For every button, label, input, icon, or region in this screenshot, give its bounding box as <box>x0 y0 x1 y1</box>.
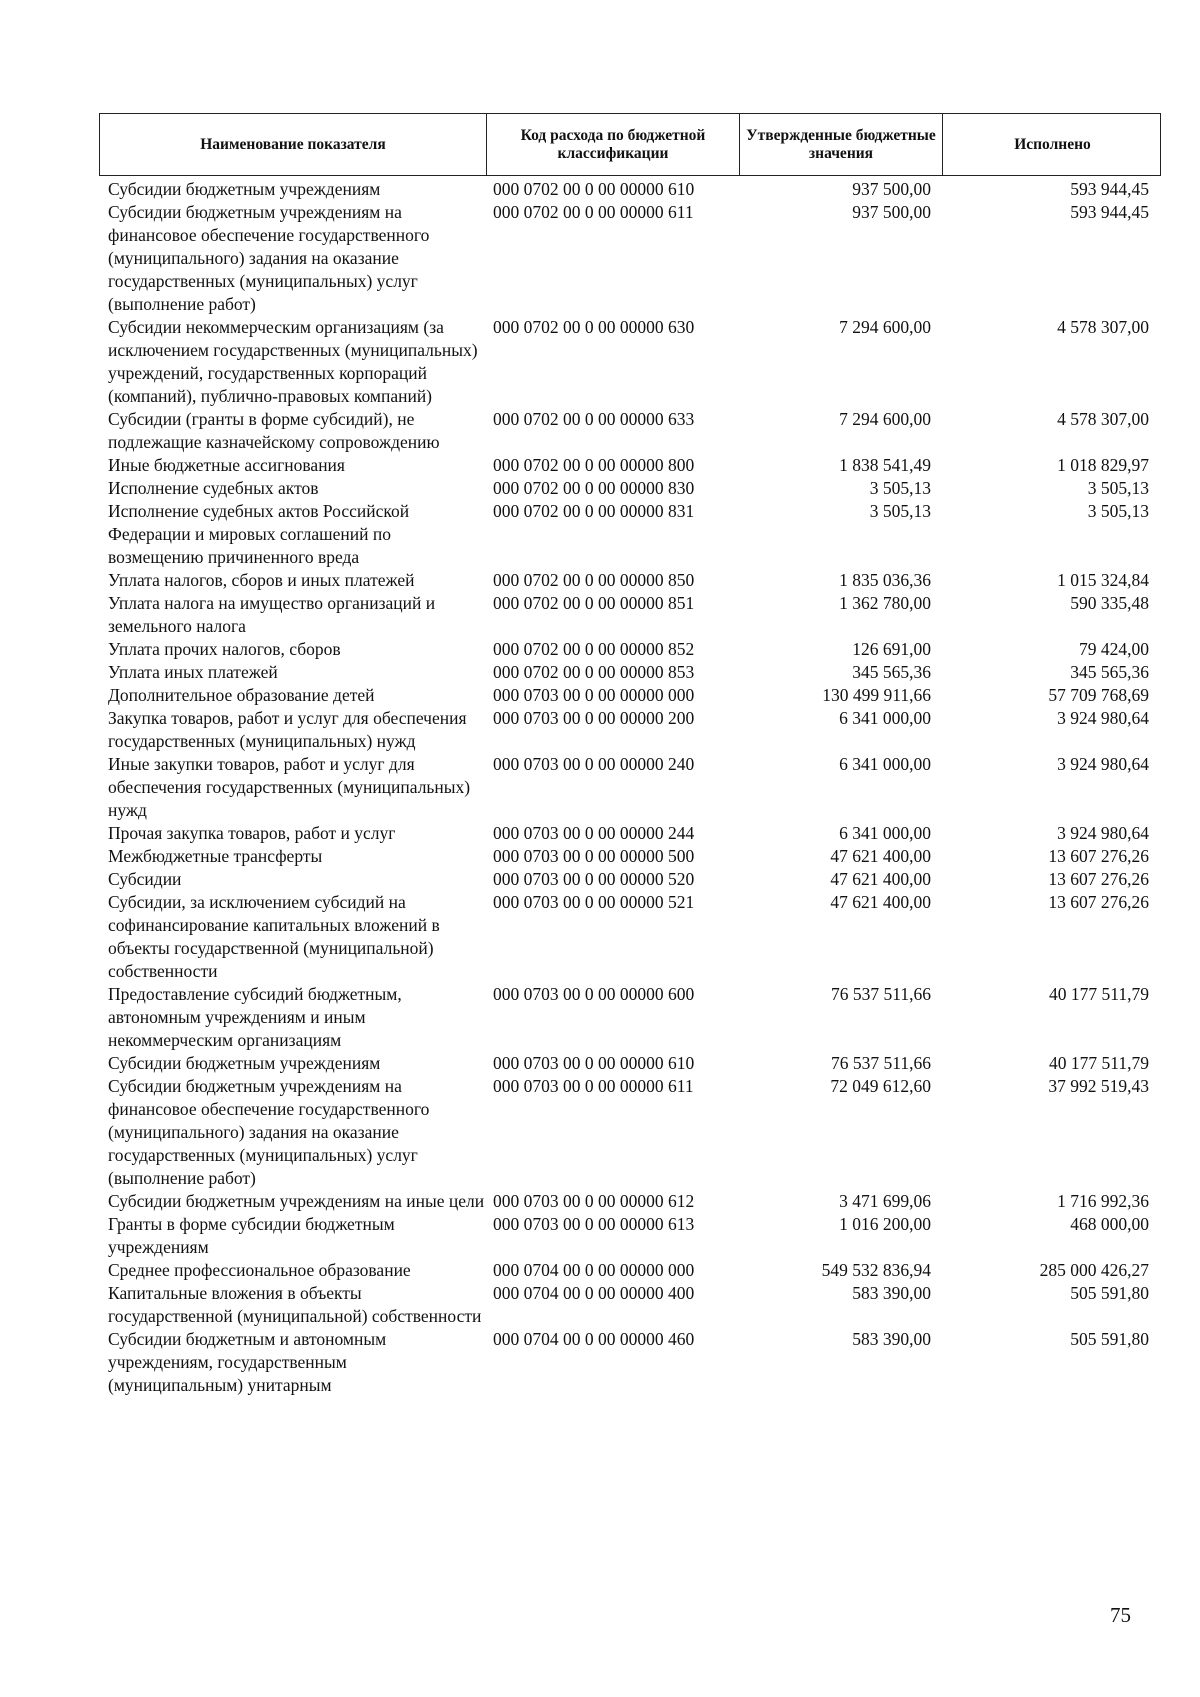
row-approved: 937 500,00 <box>852 179 931 199</box>
row-executed: 1 716 992,36 <box>1057 1191 1149 1211</box>
row-approved: 126 691,00 <box>852 639 931 659</box>
row-executed: 3 924 980,64 <box>1057 708 1149 728</box>
table-row <box>99 569 1161 592</box>
row-executed: 13 607 276,26 <box>1048 846 1149 866</box>
row-name: Субсидии <box>108 869 182 889</box>
row-code: 000 0703 00 0 00 00000 500 <box>493 846 695 866</box>
row-name: Субсидии бюджетным учреждениям <box>108 1053 381 1073</box>
row-code: 000 0702 00 0 00 00000 853 <box>493 662 695 682</box>
row-name: Уплата прочих налогов, сборов <box>108 639 341 659</box>
page-number: 75 <box>1110 1603 1131 1627</box>
row-approved: 76 537 511,66 <box>831 984 931 1004</box>
row-code: 000 0703 00 0 00 00000 612 <box>493 1191 695 1211</box>
row-executed: 285 000 426,27 <box>1039 1260 1149 1280</box>
row-approved: 47 621 400,00 <box>830 892 931 912</box>
table-header <box>99 113 1161 176</box>
row-name: Иные закупки товаров, работ и услуг для обеспечения государственных (муниципальных) нужд <box>108 754 471 820</box>
row-code: 000 0702 00 0 00 00000 830 <box>493 478 695 498</box>
table-row <box>99 316 1161 408</box>
row-approved: 3 505,13 <box>869 501 931 521</box>
row-code: 000 0702 00 0 00 00000 850 <box>493 570 695 590</box>
row-name: Субсидии (гранты в форме субсидий), не подлежащие казначейскому сопровождению <box>108 409 440 452</box>
row-name: Субсидии бюджетным учреждениям на финансовое обеспечение государственного (муниципального) задания на оказание государственных (муниципальных) услуг (выполнение работ) <box>108 202 430 314</box>
row-executed: 345 565,36 <box>1070 662 1149 682</box>
table-row <box>99 1259 1161 1282</box>
table-body <box>99 178 1161 1397</box>
row-code: 000 0703 00 0 00 00000 244 <box>493 823 695 843</box>
row-code: 000 0703 00 0 00 00000 613 <box>493 1214 695 1234</box>
row-executed: 1 018 829,97 <box>1057 455 1149 475</box>
row-name: Исполнение судебных актов Российской Федерации и мировых соглашений по возмещению причиненного вреда <box>108 501 410 567</box>
table-row <box>99 178 1161 201</box>
row-approved: 7 294 600,00 <box>839 317 931 337</box>
row-approved: 72 049 612,60 <box>830 1076 931 1096</box>
row-code: 000 0703 00 0 00 00000 520 <box>493 869 695 889</box>
row-name: Уплата налога на имущество организаций и земельного налога <box>108 593 436 636</box>
header-code: Код расхода по бюджетной классификации <box>487 114 740 175</box>
table-row <box>99 1282 1161 1328</box>
table-row <box>99 822 1161 845</box>
row-approved: 583 390,00 <box>852 1329 931 1349</box>
row-code: 000 0704 00 0 00 00000 400 <box>493 1283 695 1303</box>
row-name: Субсидии, за исключением субсидий на софинансирование капитальных вложений в объекты государственной (муниципальной) собственности <box>108 892 440 981</box>
table-row <box>99 868 1161 891</box>
table-row <box>99 983 1161 1052</box>
row-executed: 4 578 307,00 <box>1057 409 1149 429</box>
row-name: Уплата иных платежей <box>108 662 278 682</box>
row-code: 000 0704 00 0 00 00000 000 <box>493 1260 695 1280</box>
row-code: 000 0703 00 0 00 00000 521 <box>493 892 695 912</box>
table-row <box>99 753 1161 822</box>
row-code: 000 0703 00 0 00 00000 240 <box>493 754 695 774</box>
table-row <box>99 891 1161 983</box>
row-name: Прочая закупка товаров, работ и услуг <box>108 823 396 843</box>
row-executed: 3 505,13 <box>1087 478 1149 498</box>
row-approved: 583 390,00 <box>852 1283 931 1303</box>
row-executed: 13 607 276,26 <box>1048 869 1149 889</box>
row-name: Среднее профессиональное образование <box>108 1260 411 1280</box>
row-executed: 13 607 276,26 <box>1048 892 1149 912</box>
table-row <box>99 1213 1161 1259</box>
row-code: 000 0703 00 0 00 00000 611 <box>493 1076 694 1096</box>
table-row <box>99 408 1161 454</box>
table-row <box>99 1052 1161 1075</box>
table-row <box>99 454 1161 477</box>
row-code: 000 0702 00 0 00 00000 852 <box>493 639 695 659</box>
table-row <box>99 477 1161 500</box>
row-executed: 1 015 324,84 <box>1057 570 1149 590</box>
row-approved: 1 016 200,00 <box>839 1214 931 1234</box>
row-name: Субсидии бюджетным учреждениям на финансовое обеспечение государственного (муниципального) задания на оказание государственных (муниципальных) услуг (выполнение работ) <box>108 1076 430 1188</box>
row-executed: 468 000,00 <box>1070 1214 1149 1234</box>
row-approved: 549 532 836,94 <box>821 1260 931 1280</box>
row-name: Закупка товаров, работ и услуг для обеспечения государственных (муниципальных) нужд <box>108 708 467 751</box>
table-row <box>99 500 1161 569</box>
row-approved: 76 537 511,66 <box>831 1053 931 1073</box>
row-name: Предоставление субсидий бюджетным, автономным учреждениям и иным некоммерческим организациям <box>108 984 402 1050</box>
row-name: Субсидии бюджетным учреждениям на иные цели <box>108 1191 485 1211</box>
row-name: Межбюджетные трансферты <box>108 846 323 866</box>
row-approved: 1 362 780,00 <box>839 593 931 613</box>
row-code: 000 0703 00 0 00 00000 610 <box>493 1053 695 1073</box>
row-code: 000 0702 00 0 00 00000 831 <box>493 501 695 521</box>
row-name: Субсидии бюджетным и автономным учреждениям, государственным (муниципальным) унитарным <box>108 1329 387 1395</box>
row-executed: 505 591,80 <box>1070 1283 1149 1303</box>
row-name: Капитальные вложения в объекты государственной (муниципальной) собственности <box>108 1283 482 1326</box>
row-executed: 40 177 511,79 <box>1049 1053 1149 1073</box>
table-row <box>99 592 1161 638</box>
row-code: 000 0702 00 0 00 00000 800 <box>493 455 695 475</box>
row-approved: 3 505,13 <box>869 478 931 498</box>
row-approved: 6 341 000,00 <box>839 754 931 774</box>
table-row <box>99 845 1161 868</box>
row-approved: 1 838 541,49 <box>839 455 931 475</box>
table-row <box>99 1190 1161 1213</box>
row-code: 000 0702 00 0 00 00000 610 <box>493 179 695 199</box>
row-approved: 937 500,00 <box>852 202 931 222</box>
row-code: 000 0702 00 0 00 00000 851 <box>493 593 695 613</box>
table-row <box>99 707 1161 753</box>
header-executed: Исполнено <box>1014 135 1091 153</box>
row-approved: 47 621 400,00 <box>830 869 931 889</box>
row-code: 000 0704 00 0 00 00000 460 <box>493 1329 695 1349</box>
row-approved: 130 499 911,66 <box>822 685 931 705</box>
row-name: Гранты в форме субсидии бюджетным учреждениям <box>108 1214 395 1257</box>
row-name: Субсидии бюджетным учреждениям <box>108 179 381 199</box>
row-code: 000 0703 00 0 00 00000 200 <box>493 708 695 728</box>
row-name: Дополнительное образование детей <box>108 685 375 705</box>
row-approved: 47 621 400,00 <box>830 846 931 866</box>
row-approved: 6 341 000,00 <box>839 708 931 728</box>
row-approved: 3 471 699,06 <box>839 1191 931 1211</box>
table-row <box>99 684 1161 707</box>
row-code: 000 0702 00 0 00 00000 611 <box>493 202 694 222</box>
row-executed: 40 177 511,79 <box>1049 984 1149 1004</box>
row-executed: 4 578 307,00 <box>1057 317 1149 337</box>
header-approved: Утвержденные бюджетные значения <box>740 114 943 175</box>
header-name: Наименование показателя <box>100 114 487 175</box>
table-row <box>99 1328 1161 1397</box>
row-name: Исполнение судебных актов <box>108 478 319 498</box>
table-row <box>99 638 1161 661</box>
row-approved: 7 294 600,00 <box>839 409 931 429</box>
row-executed: 593 944,45 <box>1070 202 1149 222</box>
row-executed: 505 591,80 <box>1070 1329 1149 1349</box>
row-executed: 3 505,13 <box>1087 501 1149 521</box>
table-row <box>99 201 1161 316</box>
row-executed: 3 924 980,64 <box>1057 823 1149 843</box>
row-approved: 345 565,36 <box>852 662 931 682</box>
row-name: Уплата налогов, сборов и иных платежей <box>108 570 415 590</box>
table-row <box>99 1075 1161 1190</box>
row-name: Субсидии некоммерческим организациям (за исключением государственных (муниципальных) учреждений, государственных корпораций (компаний), публично-правовых компаний) <box>108 317 478 406</box>
row-executed: 593 944,45 <box>1070 179 1149 199</box>
row-code: 000 0702 00 0 00 00000 630 <box>493 317 695 337</box>
row-executed: 79 424,00 <box>1079 639 1149 659</box>
row-code: 000 0702 00 0 00 00000 633 <box>493 409 695 429</box>
row-executed: 57 709 768,69 <box>1048 685 1149 705</box>
row-executed: 37 992 519,43 <box>1048 1076 1149 1096</box>
row-executed: 590 335,48 <box>1070 593 1149 613</box>
row-executed: 3 924 980,64 <box>1057 754 1149 774</box>
row-code: 000 0703 00 0 00 00000 000 <box>493 685 695 705</box>
row-code: 000 0703 00 0 00 00000 600 <box>493 984 695 1004</box>
row-approved: 6 341 000,00 <box>839 823 931 843</box>
row-approved: 1 835 036,36 <box>839 570 931 590</box>
row-name: Иные бюджетные ассигнования <box>108 455 345 475</box>
table-row <box>99 661 1161 684</box>
